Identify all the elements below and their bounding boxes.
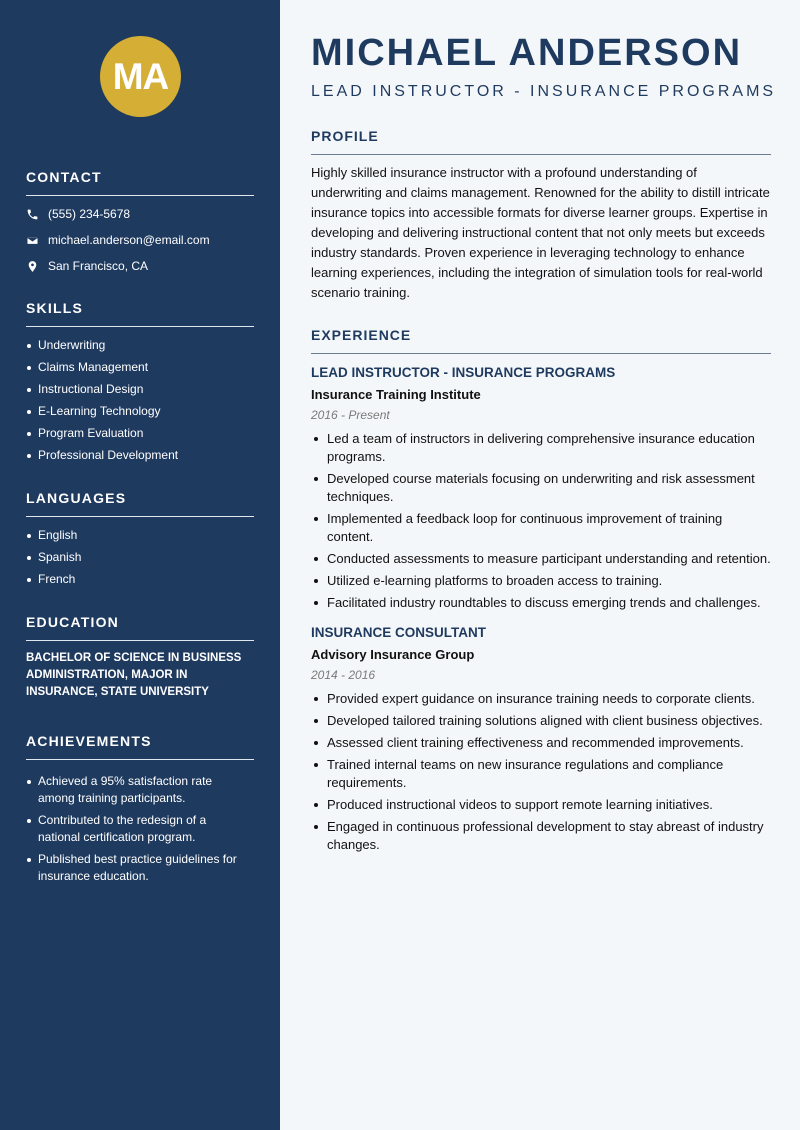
language-item: Spanish xyxy=(26,549,246,566)
education-heading: EDUCATION xyxy=(26,614,254,641)
skill-item: E-Learning Technology xyxy=(26,403,246,420)
skills-list xyxy=(26,337,246,464)
achievement-item: Published best practice guidelines for insurance education. xyxy=(26,851,246,885)
skills-heading: SKILLS xyxy=(26,300,254,327)
job-bullet: Conducted assessments to measure participant understanding and retention. xyxy=(311,550,771,568)
job-bullet: Developed tailored training solutions aligned with client business objectives. xyxy=(311,712,771,730)
contact-heading: CONTACT xyxy=(26,169,254,196)
job-bullets xyxy=(311,690,771,854)
email-text: michael.anderson@email.com xyxy=(48,233,210,247)
contact-location xyxy=(26,258,254,274)
languages-section xyxy=(26,490,254,588)
skill-item: Underwriting xyxy=(26,337,246,354)
profile-text: Highly skilled insurance instructor with a profound understanding of underwriting and claims management. Renowned for the ability to distill intricate insurance topics into accessible formats for diverse learner groups. Expertise in developing and delivering instructional content that not only meets but exceeds industry standards. Proven experience in leveraging technology to enhance learning experiences, including the integration of simulation tools for real-world scenario training. xyxy=(311,165,770,300)
skill-item: Claims Management xyxy=(26,359,246,376)
education-text: BACHELOR OF SCIENCE IN BUSINESS ADMINISTRATION, MAJOR IN INSURANCE, STATE UNIVERSITY xyxy=(26,652,242,698)
job-title: INSURANCE CONSULTANT xyxy=(311,625,486,640)
achievement-item: Contributed to the redesign of a national certification program. xyxy=(26,812,246,846)
job-bullet: Utilized e-learning platforms to broaden access to training. xyxy=(311,572,771,590)
main-content xyxy=(311,30,777,858)
skills-section xyxy=(26,300,254,464)
job-bullets xyxy=(311,430,771,612)
skill-item: Program Evaluation xyxy=(26,425,246,442)
contact-email xyxy=(26,232,254,248)
job-bullet: Produced instructional videos to support remote learning initiatives. xyxy=(311,796,771,814)
job-bullet: Led a team of instructors in delivering comprehensive insurance education programs. xyxy=(311,430,771,466)
location-pin-icon xyxy=(26,260,39,273)
job-bullet: Developed course materials focusing on underwriting and risk assessment techniques. xyxy=(311,470,771,506)
job-company: Advisory Insurance Group xyxy=(311,647,475,662)
contact-phone xyxy=(26,206,254,222)
sidebar-sections xyxy=(26,169,254,911)
job-title: LEAD INSTRUCTOR - INSURANCE PROGRAMS xyxy=(311,365,616,380)
candidate-name: MICHAEL ANDERSON xyxy=(311,32,743,74)
job-dates: 2016 - Present xyxy=(311,408,390,422)
skill-item: Professional Development xyxy=(26,447,246,464)
experience-heading: EXPERIENCE xyxy=(311,327,771,354)
avatar: MA xyxy=(100,36,181,117)
achievement-item: Achieved a 95% satisfaction rate among training participants. xyxy=(26,773,246,807)
job-bullet: Implemented a feedback loop for continuous improvement of training content. xyxy=(311,510,771,546)
job-bullet: Trained internal teams on new insurance regulations and compliance requirements. xyxy=(311,756,771,792)
sidebar xyxy=(0,0,280,1130)
phone-text: (555) 234-5678 xyxy=(48,207,131,221)
job-company: Insurance Training Institute xyxy=(311,387,481,402)
education-section xyxy=(26,614,254,701)
candidate-title: LEAD INSTRUCTOR - INSURANCE PROGRAMS xyxy=(311,83,777,100)
achievements-heading: ACHIEVEMENTS xyxy=(26,733,254,760)
contact-section xyxy=(26,169,254,274)
languages-list xyxy=(26,527,246,588)
job-bullet: Provided expert guidance on insurance training needs to corporate clients. xyxy=(311,690,771,708)
job-bullet: Engaged in continuous professional development to stay abreast of industry changes. xyxy=(311,818,771,854)
language-item: English xyxy=(26,527,246,544)
job-bullet: Assessed client training effectiveness and recommended improvements. xyxy=(311,734,771,752)
language-item: French xyxy=(26,571,246,588)
phone-icon xyxy=(26,208,39,221)
job-dates: 2014 - 2016 xyxy=(311,668,376,682)
location-text: San Francisco, CA xyxy=(48,259,149,273)
job-bullet: Facilitated industry roundtables to discuss emerging trends and challenges. xyxy=(311,594,771,612)
email-icon xyxy=(26,234,39,247)
languages-heading: LANGUAGES xyxy=(26,490,254,517)
skill-item: Instructional Design xyxy=(26,381,246,398)
profile-heading: PROFILE xyxy=(311,128,771,155)
achievements-list xyxy=(26,773,246,885)
achievements-section xyxy=(26,733,254,885)
